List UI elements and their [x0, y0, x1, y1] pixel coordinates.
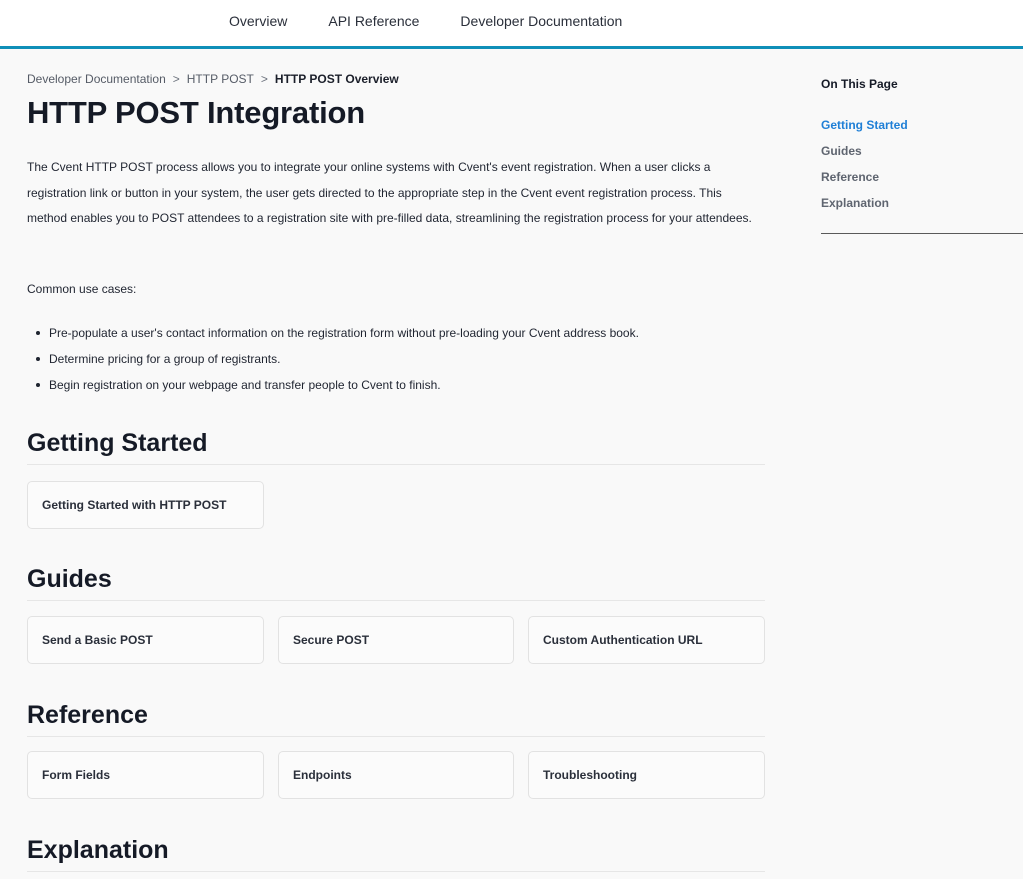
use-cases-list: [27, 320, 639, 398]
section-heading-getting-started: Getting Started: [27, 429, 765, 465]
card-endpoints[interactable]: Endpoints: [278, 751, 514, 799]
section-heading-explanation: Explanation: [27, 836, 765, 872]
toc-item-reference[interactable]: Reference: [821, 170, 880, 184]
use-cases-label: Common use cases:: [27, 282, 137, 296]
page-title: HTTP POST Integration: [27, 95, 365, 130]
bullet-icon: [36, 331, 40, 335]
card-troubleshooting[interactable]: Troubleshooting: [528, 751, 765, 799]
breadcrumb-current: HTTP POST Overview: [274, 72, 399, 86]
nav-link-overview[interactable]: Overview: [229, 13, 288, 29]
list-item-text: Begin registration on your webpage and transfer people to Cvent to finish.: [49, 378, 441, 392]
toc-item-getting-started[interactable]: Getting Started: [821, 118, 908, 132]
card-form-fields[interactable]: Form Fields: [27, 751, 264, 799]
section-heading-guides: Guides: [27, 565, 765, 601]
breadcrumb: [27, 72, 399, 86]
card-custom-authentication-url[interactable]: Custom Authentication URL: [528, 616, 765, 664]
card-send-a-basic-post[interactable]: Send a Basic POST: [27, 616, 264, 664]
bullet-icon: [36, 383, 40, 387]
top-nav-links: [229, 13, 622, 29]
toc-title: On This Page: [821, 77, 898, 91]
on-this-page-toc: [821, 77, 1023, 234]
toc-item-guides[interactable]: Guides: [821, 144, 862, 158]
intro-paragraph: The Cvent HTTP POST process allows you to integrate your online systems with Cvent's event registration. When a user clicks a registration link or button in your system, the user gets directed to the appropriate step in the Cvent event registration process. This method enables you to POST attendees to a registration site with pre-filled data, streamlining the registration process for your attendees.: [27, 160, 752, 225]
nav-link-api-reference[interactable]: API Reference: [328, 13, 420, 29]
nav-link-developer-documentation[interactable]: Developer Documentation: [460, 13, 623, 29]
list-item-text: Pre-populate a user's contact information on the registration form without pre-loading your Cvent address book.: [49, 326, 639, 340]
list-item: [27, 320, 639, 346]
toc-list: [821, 117, 1023, 234]
breadcrumb-developer-documentation[interactable]: Developer Documentation: [27, 72, 166, 86]
breadcrumb-http-post[interactable]: HTTP POST: [186, 72, 254, 86]
list-item: [27, 346, 639, 372]
list-item-text: Determine pricing for a group of registrants.: [49, 352, 281, 366]
top-navigation: [0, 0, 1023, 49]
list-item: [27, 372, 639, 398]
card-getting-started-with-http-post[interactable]: Getting Started with HTTP POST: [27, 481, 264, 529]
section-heading-reference: Reference: [27, 701, 765, 737]
card-secure-post[interactable]: Secure POST: [278, 616, 514, 664]
breadcrumb-separator: >: [260, 72, 268, 86]
breadcrumb-separator: >: [172, 72, 180, 86]
toc-item-explanation[interactable]: Explanation: [821, 196, 890, 210]
bullet-icon: [36, 357, 40, 361]
